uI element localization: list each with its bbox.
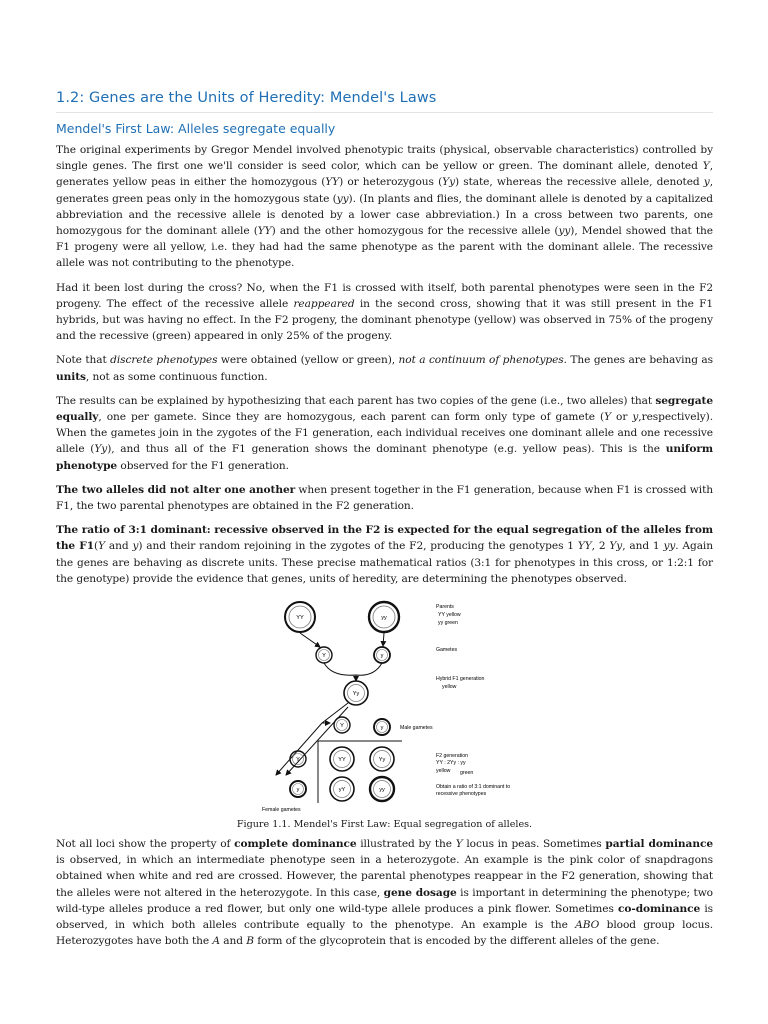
allele-gamete-right: y [380, 653, 384, 660]
allele-cell-11: YY [338, 757, 346, 764]
text-run: YY [577, 540, 592, 553]
arrow-parent-right [383, 633, 384, 646]
join-line-left [324, 663, 356, 675]
label-gametes: Gametes [436, 647, 458, 654]
text-run: complete dominance [234, 838, 357, 851]
label-hybrid-f1: Hybrid F1 generation [436, 676, 485, 683]
allele-parent-right: yy [381, 615, 387, 622]
text-run: yy [558, 225, 571, 238]
text-run: , 2 [591, 540, 610, 553]
paragraph-1 [56, 142, 713, 272]
label-recessive-phenotypes: recessive phenotypes [436, 791, 487, 798]
section-title: 1.2: Genes are the Units of Heredity: Mendel's Laws [56, 90, 713, 113]
mendel-figure [56, 599, 713, 819]
male-gamete-1 [334, 717, 350, 733]
join-line-right [356, 663, 382, 675]
label-female-gametes: Female gametes [262, 807, 301, 814]
text-run: ,respectively). When the gametes join in the zygotes of the F1 generation, each individual receives one dominant allele and one recessive allele ( [56, 411, 713, 456]
label-male-gametes: Male gametes [400, 725, 433, 732]
label-yy-yellow: YY yellow [438, 612, 461, 619]
paragraph-4 [56, 393, 713, 474]
text-run: Y [702, 160, 710, 173]
text-run: were obtained (yellow or green), [217, 354, 399, 367]
parent-left-cell [285, 602, 315, 632]
text-run: ). (In plants and flies, the dominant allele is denoted by a capitalized abbreviation and the recessive allele is denoted by a lower case abbreviation.) In a cross between two parents, one homozygous for the dominant allele ( [56, 192, 714, 238]
text-run: Yy [442, 176, 455, 189]
text-run: B [246, 935, 254, 948]
text-run: partial dominance [605, 838, 713, 851]
document-page [56, 90, 713, 958]
allele-cell-22: yy [379, 787, 385, 794]
allele-female-2: y [296, 787, 300, 794]
label-yy-green: yy green [438, 620, 458, 627]
text-run: Y [455, 838, 463, 851]
text-run: Yy [609, 540, 623, 553]
text-run: discrete phenotypes [110, 354, 218, 367]
text-run: The original experiments by Gregor Mendel involved phenotypic traits (physical, observable characteristics) controlled by single genes. The first one we'll consider is seed color, which can be yellow or green. The dominant allele, denoted [56, 144, 713, 173]
text-run: . Again the genes are behaving as discrete units. These precise mathematical ratios (3:1 for phenotypes in this cross, or 1:2:1 for the genotype) provide the evidence that genes, units of heredity, are determining the phenotypes observed. [56, 540, 713, 585]
text-run: segregate equally [56, 394, 713, 424]
text-run: when present together in the F1 generation, because when F1 is crossed with F1, the two parental phenotypes are obtained in the F2 generation. [56, 483, 713, 513]
text-run: Y [98, 540, 106, 553]
label-f2-generation: F2 generation [436, 753, 469, 760]
text-run: in the second cross, showing that it was still present in the F1 hybrids, but was having no effect. In the F2 progeny, the dominant phenotype (yellow) was observed in 75% of the progeny and the recessive (green) appeared in only 25% of the progeny. [56, 297, 713, 343]
text-run: is observed, in which an intermediate phenotype seen in a heterozygote. An example is the pink color of snapdragons obtained when white and red are crossed. However, the parental phenotypes reappear in the F2 generation, showing that the alleles were not altered in the heterozygote. In this case, [56, 854, 713, 899]
paragraph-2 [56, 280, 713, 345]
allele-male-2: y [380, 725, 384, 732]
text-run: blood group locus. Heterozygotes have both the [56, 919, 713, 948]
text-run: ( [94, 540, 99, 553]
f2-cell-yy-dominant [330, 747, 354, 771]
text-run: , one per gamete. Since they are homozygous, each parent can form only type of gamete ( [98, 411, 605, 424]
text-run: or [610, 411, 633, 424]
text-run: Note that [56, 354, 111, 367]
text-run: yy [663, 540, 676, 553]
allele-cell-12: Yy [378, 757, 386, 764]
female-gamete-2 [290, 781, 306, 797]
gamete-left-cell [316, 647, 332, 663]
text-run: The two alleles did not alter one another [56, 483, 296, 496]
text-run: ) and the other homozygous for the recessive allele ( [271, 225, 559, 238]
text-run: ), and thus all of the F1 generation shows the dominant phenotype (e.g. yellow peas). This is the [107, 443, 666, 456]
text-run: The results can be explained by hypothesizing that each parent has two copies of the gene (i.e., two alleles) that [56, 394, 656, 407]
allele-female-1: Y [296, 757, 300, 764]
text-run: A [212, 935, 220, 948]
text-run: , not as some continuous function. [85, 370, 268, 383]
text-run: observed for the F1 generation. [117, 459, 289, 472]
label-f2-green: green [460, 770, 474, 777]
text-run: ), Mendel showed that the F1 progeny were all yellow, i.e. they had had the same phenotype as the parent with the dominant allele. The recessive allele was not contributing to the phenotype. [56, 225, 713, 270]
text-run: uniform phenotype [56, 443, 713, 472]
text-run: ABO [575, 919, 600, 932]
text-run: is important in determining the phenotype; two wild-type alleles produce a red flower, but only one wild-type allele produces a pink flower. Sometimes [56, 886, 713, 915]
text-run: ) or heterozygous ( [339, 176, 443, 189]
text-run: Yy [94, 443, 108, 456]
mendel-diagram [246, 599, 536, 819]
allele-male-1: Y [340, 723, 344, 730]
label-parents: Parents [436, 604, 454, 611]
paragraph-7 [56, 836, 713, 949]
text-run: , generates yellow peas in either the homozygous ( [56, 160, 713, 189]
text-run: yy [336, 192, 349, 205]
paragraph-3 [56, 352, 713, 384]
text-run: is observed, in which both alleles contribute equally to the phenotype. An example is the [56, 902, 713, 932]
label-f2-genotypes: YY : 2Yy : yy [436, 760, 466, 767]
paragraph-5 [56, 482, 713, 514]
text-run: illustrated by the [356, 838, 456, 851]
f2-cell-yy-het-1 [370, 747, 394, 771]
figure-caption: Figure 1.1. Mendel's First Law: Equal segregation of alleles. [236, 819, 533, 831]
f2-cell-yy-recessive [370, 777, 394, 801]
gamete-right-cell [374, 647, 390, 663]
text-run: locus in peas. Sometimes [462, 838, 606, 851]
text-run: gene dosage [383, 886, 457, 899]
allele-parent-left: YY [296, 615, 304, 622]
text-run: Had it been lost during the cross? No, when the F1 is crossed with itself, both parental phenotypes were seen in the F2 progeny. The effect of the recessive allele [56, 281, 713, 310]
text-run: YY [325, 176, 340, 189]
label-f2-yellow: yellow [436, 768, 451, 775]
text-run: , generates green peas only in the homozygous state ( [56, 176, 713, 205]
text-run: units [56, 370, 86, 383]
f1-cell [344, 681, 368, 705]
parent-right-cell [369, 602, 399, 632]
allele-gamete-left: Y [322, 653, 326, 660]
text-run: y [703, 176, 710, 189]
text-run: . The genes are behaving as [563, 354, 713, 367]
male-gamete-2 [374, 719, 390, 735]
text-run: and [219, 935, 247, 948]
text-run: reappeared [293, 297, 355, 310]
text-run: , and 1 [622, 540, 664, 553]
text-run: y [132, 540, 139, 553]
female-gamete-1 [290, 751, 306, 767]
label-obtain-ratio: Obtain a ratio of 3:1 dominant to [436, 784, 511, 791]
text-run: The ratio of 3:1 dominant: recessive observed in the F2 is expected for the equal segregation of the alleles from the F1 [56, 524, 713, 553]
text-run: co-dominance [618, 902, 701, 915]
text-run: not a continuum of phenotypes [398, 354, 564, 367]
text-run: Not all loci show the property of [56, 838, 235, 851]
label-yellow: yellow [442, 684, 457, 691]
text-run: and [105, 540, 133, 553]
text-run: ) and their random rejoining in the zygotes of the F2, producing the genotypes 1 [138, 540, 578, 553]
subsection-title: Mendel's First Law: Alleles segregate equally [56, 121, 336, 136]
arrow-parent-left [300, 633, 320, 647]
allele-cell-21: yY [338, 787, 346, 794]
paragraph-6 [56, 522, 713, 587]
text-run: y [632, 411, 639, 424]
allele-f1: Yy [352, 691, 360, 698]
text-run: ) state, whereas the recessive allele, denoted [454, 176, 704, 189]
text-run: Y [604, 411, 611, 424]
text-run: YY [257, 225, 272, 238]
text-run: form of the glycoprotein that is encoded by the different alleles of the gene. [253, 935, 660, 948]
f2-cell-yy-het-2 [330, 777, 354, 801]
